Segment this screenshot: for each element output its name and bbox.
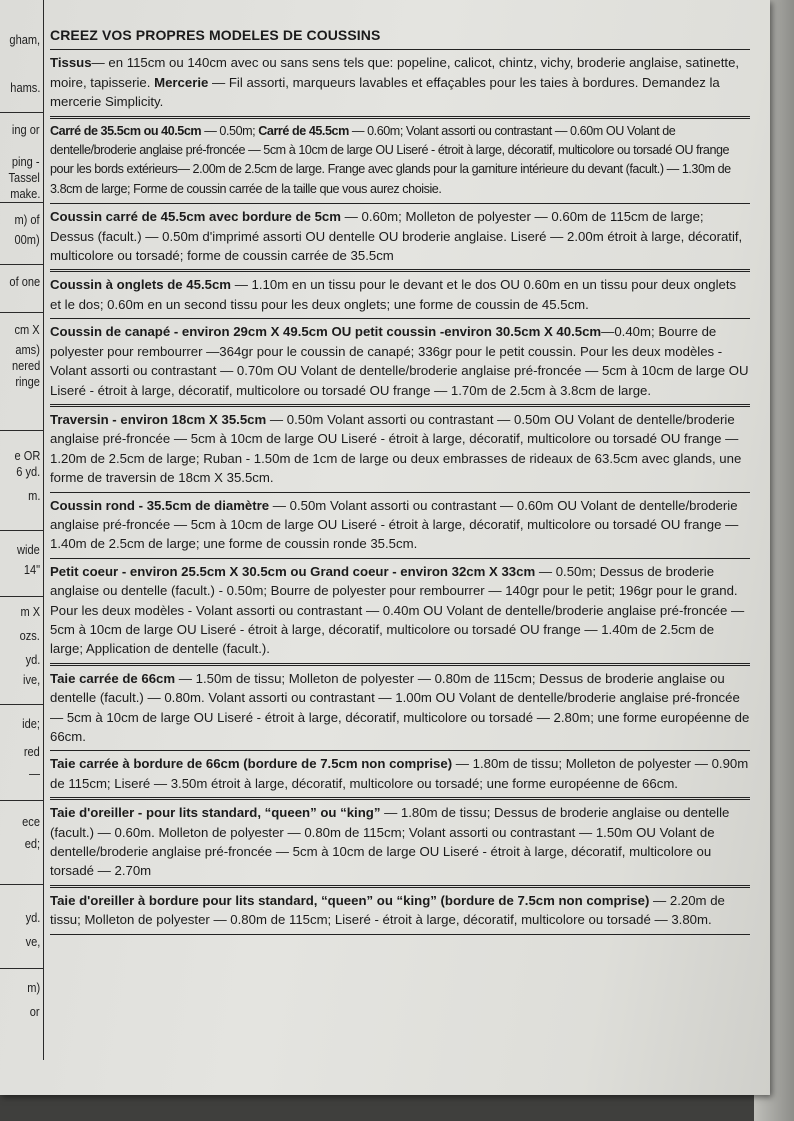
- left-fragment: ece: [22, 814, 40, 829]
- left-fragment: yd.: [25, 910, 40, 925]
- section-oreiller: [50, 800, 750, 888]
- left-fragment: ing or: [12, 122, 40, 137]
- section-heading: Petit coeur - environ 25.5cm X 30.5cm ou Grand coeur - environ 32cm X 33cm: [50, 563, 536, 579]
- left-fragment: ide;: [22, 716, 40, 731]
- left-fragment: make.: [9, 186, 40, 201]
- section-coeur: [50, 559, 750, 666]
- section-onglets: [50, 272, 750, 319]
- left-divider: [0, 968, 43, 969]
- section-text: [50, 322, 750, 400]
- left-fragment: ve,: [25, 934, 40, 949]
- left-fragment: m) of: [14, 212, 40, 227]
- left-fragment: of one: [9, 274, 40, 289]
- section-body: — 0.50m Volant assorti ou contrastant — 0.60m OU Volant de dentelle/broderie anglaise pré-froncée — 5cm à 10cm de large OU Liseré - étroit à large, décoratif, multicolore ou torsadé OU frange — 1.40m de 2.5cm de large; une forme de coussin ronde 35.5cm.: [50, 497, 739, 552]
- left-fragment: cm X: [14, 322, 40, 337]
- left-divider: [0, 596, 43, 597]
- section-text: [50, 803, 750, 881]
- left-fragment: ive,: [22, 672, 40, 687]
- section-body: — 1.80m de tissu; Dessus de broderie anglaise ou dentelle (facult.) — 0.60m. Molleton de polyester — 0.80m de 115cm; Volant assorti ou contrastant — 1.50m OU Volant de dentelle/broderie anglaise pré-froncée — 5cm à 10cm de large OU Liseré - étroit à large, décoratif, multicolore ou torsadé — 2.70m: [50, 805, 730, 879]
- section-text: [50, 275, 750, 314]
- section-rond: [50, 493, 750, 559]
- section-heading: Coussin de canapé - environ 29cm X 49.5cm OU petit coussin -environ 30.5cm X 40.5cm: [50, 324, 602, 340]
- section-canape: [50, 319, 750, 407]
- section-heading: Coussin carré de 45.5cm avec bordure de 5cm: [50, 209, 341, 225]
- main-column: [50, 26, 750, 935]
- section-oreillerb: [50, 888, 750, 935]
- section-body: — 1.10m en un tissu pour le devant et le dos OU 0.60m en un tissu pour deux onglets et le dos; 0.60m en un second tissu pour les deux onglets; une forme de coussin de 45.5cm.: [50, 277, 737, 312]
- section-body: — 0.60m; Molleton de polyester — 0.60m de 115cm de large; Dessus (facult.) — 0.50m d'imprimé assorti OU dentelle OU broderie anglaise. Liseré — 2.00m étroit à large, décoratif, multicolore ou torsadé; forme de coussin carrée de 35.5cm: [50, 209, 743, 264]
- left-divider: [0, 800, 43, 801]
- section-taie66: [50, 666, 750, 752]
- left-divider: [0, 704, 43, 705]
- section-heading: Carré de 45.5cm: [258, 123, 349, 138]
- section-text: [50, 410, 750, 488]
- section-tissus: [50, 50, 750, 118]
- left-divider: [0, 430, 43, 431]
- left-divider: [0, 884, 43, 885]
- left-fragment: ping -: [12, 154, 40, 169]
- section-body: — 0.50m Volant assorti ou contrastant — 0.50m OU Volant de dentelle/broderie anglaise pré-froncée — 5cm à 10cm de large OU Liseré - étroit à large, décoratif, multicolore ou torsadé OU frange — 1.20m de 2.5cm de large; Ruban - 1.50m de 1cm de large ou deux embrasses de rideaux de 63.5cm avec glands, une forme de traversin de 18cm X 35.5cm.: [50, 411, 742, 486]
- section-heading: Mercerie: [154, 74, 209, 90]
- section-heading: Carré de 35.5cm ou 40.5cm: [50, 123, 202, 138]
- section-text: [50, 562, 750, 659]
- section-text: [50, 122, 750, 200]
- section-heading: Taie d'oreiller - pour lits standard, “queen” ou “king”: [50, 805, 381, 821]
- section-heading: Traversin - environ 18cm X 35.5cm: [50, 411, 267, 427]
- left-divider: [0, 312, 43, 313]
- section-text: [50, 496, 750, 554]
- section-text: [50, 891, 750, 930]
- section-carre: [50, 119, 750, 205]
- section-heading: Taie carrée de 66cm: [50, 670, 176, 686]
- left-fragment: red: [24, 744, 40, 759]
- left-fragment: or: [30, 1004, 40, 1019]
- section-text: [50, 669, 750, 747]
- section-body: —0.40m; Bourre de polyester pour rembourrer —364gr pour le coussin de canapé; 336gr pour le petit coussin. Pour les deux modèles - Volant assorti ou contrastant — 0.70m OU Volant de dentelle/broderie anglaise pré-froncée — 5cm à 10cm de large OU Liseré - étroit à large, décoratif, multicolore ou torsadé OU frange — 1.70m de 2.5cm à 3.8cm de large.: [50, 324, 749, 398]
- left-divider: [0, 530, 43, 531]
- left-fragment: m.: [27, 488, 40, 503]
- section-text: [50, 207, 750, 265]
- left-fragment: 00m): [14, 232, 40, 247]
- left-fragment: —: [28, 766, 40, 781]
- sections-list: [50, 50, 750, 934]
- section-body: — en 115cm ou 140cm avec ou sans sens tels que: popeline, calicot, chintz, vichy, broderie anglaise, satinette, moire, tapisserie.: [50, 55, 740, 90]
- section-body: — Fil assorti, marqueurs lavables et effaçables pour les taies à bordures. Demandez la mercerie Simplicity.: [50, 74, 720, 110]
- section-body: — 1.80m de tissu; Molleton de polyester — 0.90m de 115cm; Liseré — 3.50m étroit à large, décoratif, multicolore ou torsadé; une forme européenne de 66cm.: [50, 756, 749, 791]
- left-fragment: e OR: [14, 448, 40, 463]
- left-column-fragments: [0, 0, 44, 1060]
- section-text: [50, 754, 750, 793]
- left-fragment: wide: [17, 542, 40, 557]
- section-heading: Coussin rond - 35.5cm de diamètre: [50, 497, 270, 513]
- left-fragment: hams.: [9, 80, 40, 95]
- left-fragment: ringe: [15, 374, 40, 389]
- left-fragment: ams): [15, 342, 40, 357]
- left-divider: [0, 202, 43, 203]
- section-body: — 0.50m;: [201, 123, 259, 138]
- section-body: — 0.50m; Dessus de broderie anglaise ou dentelle (facult.) - 0.50m; Bourre de polyester pour rembourrer — 140gr pour le petit; 196gr pour le grand. Pour les deux modèles - Volant assorti ou contrastant — 0.40m OU Volant de dentelle/broderie anglaise pré-froncée — 5cm à 10cm de large OU Liseré - étroit à large, décoratif, multicolore ou torsadé OU frange — 1.40m de 2.5cm de large; Application de dentelle (facult.).: [50, 563, 745, 657]
- section-taie66b: [50, 751, 750, 800]
- left-fragment: gham,: [9, 32, 40, 47]
- section-heading: Taie d'oreiller à bordure pour lits standard, “queen” ou “king” (bordure de 7.5cm non comprise): [50, 892, 650, 908]
- section-heading: Taie carrée à bordure de 66cm (bordure de 7.5cm non comprise): [50, 756, 453, 772]
- left-fragment: 14": [23, 562, 40, 577]
- section-heading: Tissus: [50, 55, 92, 71]
- left-fragment: m): [27, 980, 40, 995]
- section-body: — 0.60m; Volant assorti ou contrastant — 0.60m OU Volant de dentelle/broderie anglaise pré-froncée — 5cm à 10cm de large OU Liseré - étroit à large, décoratif, multicolore ou torsadé OU frange pour les bords extérieurs— 2.00m de 2.5cm de large. Frange avec glands pour la garniture intérieure du devant (facult.) — 1.30m de 3.8cm de large; Forme de coussin carrée de la taille que vous aurez choisie.: [50, 123, 731, 196]
- section-text: [50, 53, 750, 111]
- left-divider: [0, 112, 43, 113]
- section-body: — 1.50m de tissu; Molleton de polyester — 0.80m de 115cm; Dessus de broderie anglaise ou dentelle (facult.) — 0.80m. Volant assorti ou contrastant — 1.00m OU Volant de dentelle/broderie anglaise pré-froncée — 5cm à 10cm de large OU Liseré - étroit à large, décoratif, multicolore ou torsadé — 2.80m; une forme européenne de 66cm.: [50, 670, 750, 744]
- left-fragment: m X: [20, 604, 40, 619]
- section-body: — 2.20m de tissu; Molleton de polyester — 0.80m de 115cm; Liseré - étroit à large, décoratif, multicolore ou torsadé — 3.80m.: [50, 892, 725, 928]
- page-title: CREEZ VOS PROPRES MODELES DE COUSSINS: [50, 26, 750, 50]
- left-fragment: Tassel: [8, 170, 40, 185]
- section-traversin: [50, 407, 750, 493]
- left-fragment: yd.: [25, 652, 40, 667]
- section-heading: Coussin à onglets de 45.5cm: [50, 277, 232, 293]
- left-fragment: ozs.: [19, 628, 40, 643]
- left-fragment: ed;: [24, 836, 40, 851]
- left-divider: [0, 264, 43, 265]
- left-fragment: 6 yd.: [16, 464, 40, 479]
- left-fragment: nered: [11, 358, 40, 373]
- section-bordure: [50, 204, 750, 272]
